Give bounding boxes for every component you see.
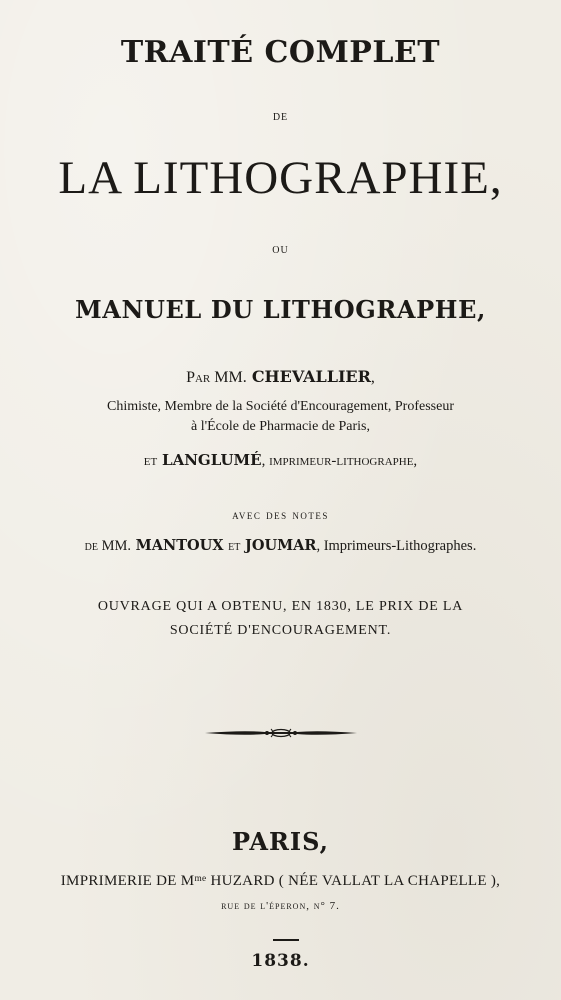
notes-authors-line xyxy=(0,539,561,554)
conjunction-ou: OU xyxy=(272,245,289,256)
author-2-name: LANGLUMÉ xyxy=(162,451,262,469)
ornament-divider-icon xyxy=(205,726,357,740)
award-line-1: OUVRAGE QUI A OBTENU, EN 1830, LE PRIX DE LA xyxy=(97,599,464,614)
notes-name-2: JOUMAR xyxy=(244,537,317,554)
author-1-line xyxy=(0,369,561,386)
conjunction-de: DE xyxy=(272,112,289,123)
notes-conjunction: et xyxy=(228,538,241,554)
author-2-line xyxy=(0,453,561,469)
printer-superscript: me xyxy=(194,873,207,884)
notes-name-1: MANTOUX xyxy=(135,537,224,554)
imprint-street: rue de l'éperon, n° 7. xyxy=(221,900,340,912)
author-1-name: CHEVALLIER xyxy=(251,367,371,386)
imprint-city: PARIS, xyxy=(232,827,329,856)
author-2-prefix: et xyxy=(143,453,158,469)
author-1-suffix: , xyxy=(370,369,375,386)
author-1-prefix: Par MM. xyxy=(186,369,247,386)
printer-after: HUZARD ( NÉE VALLAT LA CHAPELLE ), xyxy=(206,873,501,889)
notes-heading: avec des notes xyxy=(232,507,329,522)
notes-prefix: de MM. xyxy=(84,538,132,554)
imprint-year: 1838. xyxy=(251,951,310,971)
title-line-2: LA LITHOGRAPHIE, xyxy=(58,152,503,204)
author-2-role: , imprimeur-lithographe, xyxy=(261,453,418,469)
title-line-3: MANUEL DU LITHOGRAPHE, xyxy=(75,295,486,324)
imprint-printer xyxy=(0,874,561,889)
year-rule xyxy=(273,939,299,941)
title-line-1: TRAITÉ COMPLET xyxy=(120,35,441,70)
award-line-2: SOCIÉTÉ D'ENCOURAGEMENT. xyxy=(169,623,392,638)
author-1-desc-line-1: Chimiste, Membre de la Société d'Encouragement, Professeur xyxy=(107,399,454,414)
author-1-desc-line-2: à l'École de Pharmacie de Paris, xyxy=(190,419,370,434)
printer-before: IMPRIMERIE DE M xyxy=(60,873,195,889)
notes-role: , Imprimeurs-Lithographes. xyxy=(316,538,477,554)
